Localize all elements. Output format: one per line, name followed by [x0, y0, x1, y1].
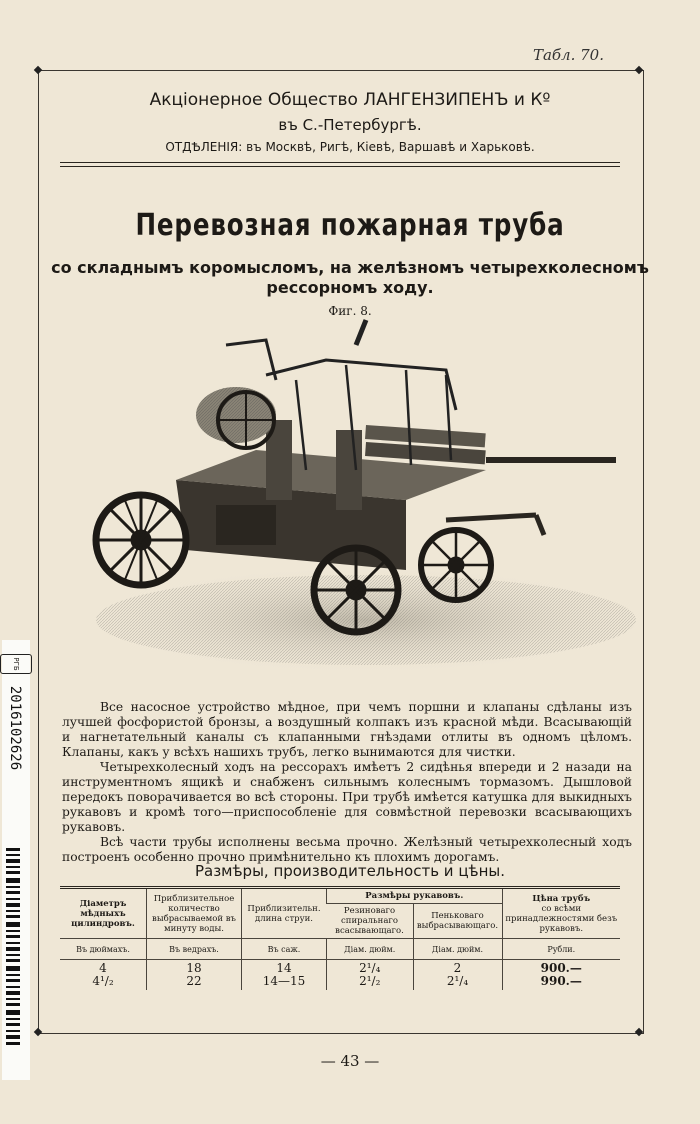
description-text	[62, 700, 632, 865]
figure-label: Фиг. 8.	[328, 304, 372, 318]
header-rule	[60, 162, 620, 163]
value: 4	[99, 961, 107, 975]
value: 2	[453, 961, 462, 975]
value-cell	[147, 960, 242, 991]
page-title: Перевозная пожарная труба	[135, 208, 565, 243]
company-branches: ОТДѢЛЕНІЯ: въ Москвѣ, Ригѣ, Кіевѣ, Варшавѣ и Харьковѣ.	[165, 140, 535, 154]
table-title: Размѣры, производительность и цѣны.	[194, 862, 506, 880]
company-name: Акціонерное Общество ЛАНГЕНЗИПЕНЪ и Кº	[149, 90, 551, 110]
unit-cell: Въ ведрахъ.	[147, 939, 242, 960]
company-city: въ С.-Петербургѣ.	[278, 116, 422, 134]
paragraph: Четырехколесный ходъ на рессорахъ имѣетъ 2 сидѣнья впереди и 2 назади на инструментномъ ящикѣ и снабженъ сильнымъ колеснымъ тормазомъ. Дышловой передокъ поворачивается во всѣ стороны. При трубѣ имѣется катушка для выкидныхъ рукавовъ и кромѣ того—приспособленіе для совмѣстной перевозки всасывающихъ рукавовъ.	[62, 760, 632, 834]
value: 990.—	[540, 974, 582, 988]
value: 2¹/₄	[446, 974, 469, 988]
value: 2¹/₂	[359, 974, 381, 988]
fire-engine-engraving	[66, 300, 636, 690]
paragraph: Все насосное устройство мѣдное, при чемъ поршни и клапаны сдѣланы изъ лучшей фосфористой бронзы, а воздушный колпакъ изъ красной мѣди. Всасывающій и нагнетательный каналы съ клапанными гнѣздами отлиты въ одномъ цѣломъ. Клапаны, какъ у всѣхъ нашихъ трубъ, легко вынимаются для чистки.	[62, 700, 632, 759]
unit-cell: Въ саж.	[242, 939, 327, 960]
archive-id: 2016102626	[7, 685, 23, 771]
value: 14—15	[262, 974, 306, 988]
header-hemp-hose: Пеньковаго выбрасывающаго.	[413, 904, 502, 939]
page-number: — 43 —	[320, 1052, 380, 1070]
unit-cell: Діам. дюйм.	[413, 939, 502, 960]
table-row	[60, 960, 620, 991]
value: 22	[186, 974, 202, 988]
price-heading: Цѣна трубъ	[532, 893, 591, 904]
unit-cell: Въ дюймахъ.	[60, 939, 147, 960]
library-logo: РГБ	[0, 654, 32, 674]
specifications-table	[60, 886, 620, 990]
header-rubber-hose: Резиноваго спиральнаго всасывающаго.	[335, 906, 404, 936]
subtitle-line: рессорномъ ходу.	[266, 278, 434, 297]
value-cell	[327, 960, 414, 991]
value-cell	[502, 960, 620, 991]
barcode-icon	[6, 848, 20, 1048]
header-hoses: Размѣры рукавовъ.	[327, 888, 503, 904]
value-cell	[413, 960, 502, 991]
value: 2¹/₄	[359, 961, 381, 975]
value: 18	[186, 961, 202, 975]
page-subtitle	[50, 258, 650, 298]
subtitle-line: со складнымъ коромысломъ, на желѣзномъ четырехколесномъ	[51, 258, 649, 277]
header-volume: Приблизительное количество выбрасываемой въ минуту воды.	[147, 888, 242, 939]
header-diameter: Діаметръ мѣдныхъ цилиндровъ.	[60, 888, 147, 939]
value-cell	[242, 960, 327, 991]
value: 14	[276, 961, 292, 975]
price-note: со всѣми принадлежностями безъ рукавовъ.	[505, 903, 618, 934]
value-cell	[60, 960, 147, 991]
header-rule	[60, 166, 620, 167]
header-price	[502, 888, 620, 939]
paragraph: Всѣ части трубы исполнены весьма прочно. Желѣзный четырехколесный ходъ построенъ особенно прочно примѣнительно къ плохимъ дорогамъ.	[62, 835, 632, 864]
table-number: Табл. 70.	[532, 46, 604, 64]
unit-cell: Діам. дюйм.	[327, 939, 414, 960]
header-length: Приблизительн. длина струи.	[242, 888, 327, 939]
value: 4¹/₂	[92, 974, 114, 988]
unit-cell: Рубли.	[502, 939, 620, 960]
value: 900.—	[540, 961, 582, 975]
